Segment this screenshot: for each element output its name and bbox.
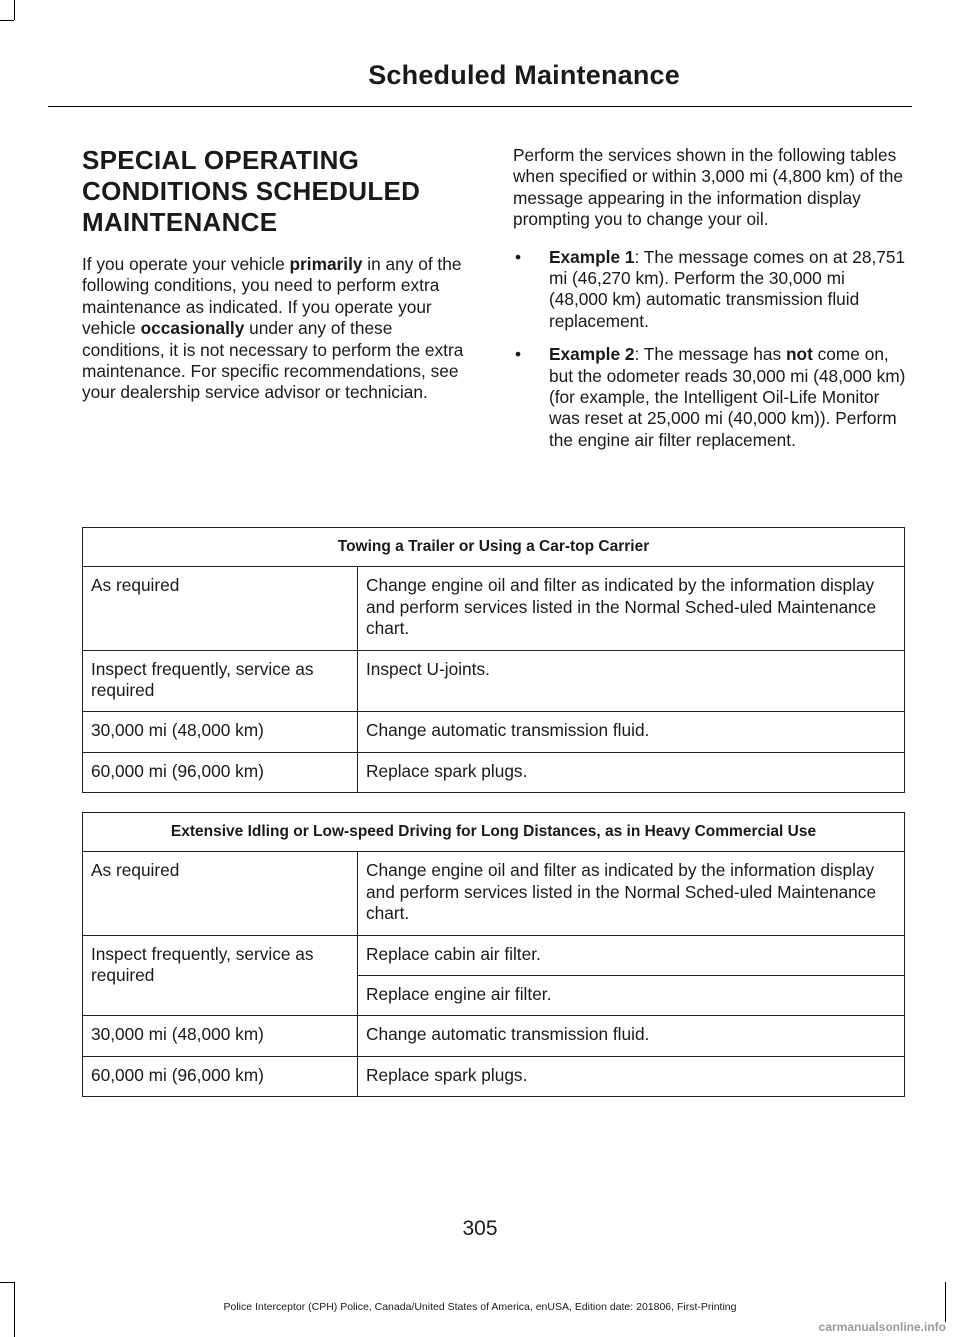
table-title: Towing a Trailer or Using a Car-top Carrier (83, 528, 905, 567)
interval-cell: 60,000 mi (96,000 km) (83, 752, 358, 792)
example-label: Example 1 (549, 246, 635, 267)
service-cell: Change engine oil and filter as indicated by the information display and perform services listed in the Normal Sched-uled Maintenance chart. (358, 567, 905, 650)
table-title: Extensive Idling or Low-speed Driving for Long Distances, as in Heavy Commercial Use (83, 813, 905, 852)
footer-edition: Police Interceptor (CPH) Police, Canada/United States of America, enUSA, Edition date: 201806, First-Printing (223, 1301, 737, 1313)
towing-table (82, 527, 905, 793)
section-title-line: MAINTENANCE (82, 207, 278, 237)
interval-cell: 30,000 mi (48,000 km) (83, 1016, 358, 1056)
table-row (83, 752, 905, 792)
service-cell: Replace spark plugs. (358, 752, 905, 792)
section-title-line: CONDITIONS SCHEDULED (82, 176, 421, 206)
table-row (83, 567, 905, 650)
table-row (83, 852, 905, 935)
page-header-title: Scheduled Maintenance (368, 60, 680, 90)
crop-mark (14, 0, 15, 20)
table-row (83, 1056, 905, 1096)
service-cell: Inspect U-joints. (358, 650, 905, 712)
page-number: 305 (462, 1217, 498, 1240)
emphasis-occasionally: occasionally (140, 318, 245, 339)
table-row (83, 1016, 905, 1056)
crop-mark (0, 1282, 14, 1283)
section-title (82, 145, 478, 238)
crop-mark (0, 20, 14, 21)
list-item: • Example 2: The message has not come on, but the odometer reads 30,000 mi (48,000 km) (for example, the Intelligent Oil-Life Monitor was reset at 25,000 mi (40,000 km)). Perform the engine air filter replacement. (515, 344, 906, 450)
interval-cell: As required (83, 567, 358, 650)
watermark-link[interactable]: carmanualsonline.info (818, 1320, 946, 1334)
service-cell: Change engine oil and filter as indicated by the information display and perform services listed in the Normal Sched-uled Maintenance chart. (358, 852, 905, 935)
service-cell: Change automatic transmission fluid. (358, 1016, 905, 1056)
right-column (513, 145, 908, 463)
table-row (83, 650, 905, 712)
section-title-line: SPECIAL OPERATING (82, 145, 360, 175)
example-label: Example 2 (549, 344, 635, 365)
table-row (83, 712, 905, 752)
examples-list (513, 247, 908, 452)
interval-cell: Inspect frequently, service as required (83, 650, 358, 712)
interval-cell: 30,000 mi (48,000 km) (83, 712, 358, 752)
interval-cell: 60,000 mi (96,000 km) (83, 1056, 358, 1096)
bullet-icon: • (515, 246, 522, 267)
header-divider (48, 106, 912, 107)
interval-cell: Inspect frequently, service as required (83, 935, 358, 1016)
idling-table (82, 812, 905, 1097)
service-cell: Replace engine air filter. (358, 976, 905, 1016)
table-row (83, 935, 905, 975)
left-column (82, 145, 478, 404)
service-cell: Change automatic transmission fluid. (358, 712, 905, 752)
interval-cell: As required (83, 852, 358, 935)
service-cell: Replace spark plugs. (358, 1056, 905, 1096)
intro-paragraph: If you operate your vehicle primarily in any of the following conditions, you need to perform extra maintenance as indicated. If you operate your vehicle occasionally under any of these conditions, it is not necessary to perform the extra maintenance. For specific recommendations, see your dealership service advisor or technician. (82, 254, 464, 403)
emphasis-primarily: primarily (289, 254, 363, 274)
right-intro-paragraph: Perform the services shown in the following tables when specified or within 3,000 mi (4,800 km) of the message appearing in the information display prompting you to change your oil. (513, 145, 903, 230)
emphasis-not: not (785, 344, 813, 365)
bullet-icon: • (515, 344, 522, 365)
service-cell: Replace cabin air filter. (358, 935, 905, 975)
list-item: • Example 1: The message comes on at 28,751 mi (46,270 km). Perform the 30,000 mi (48,000 km) automatic transmission fluid replacement. (515, 246, 906, 331)
